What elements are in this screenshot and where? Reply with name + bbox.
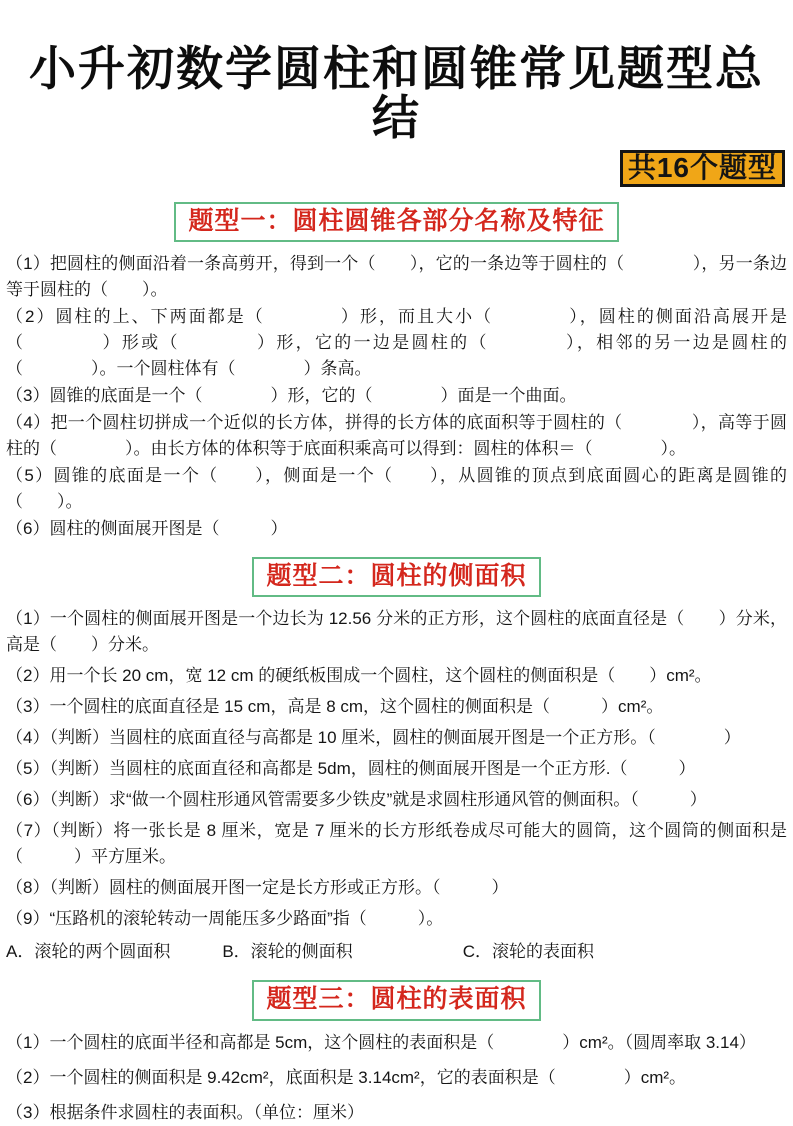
question: （3）根据条件求圆柱的表面积。（单位：厘米） [6, 1102, 364, 1122]
question: （3）圆锥的底面是一个（ ）形，它的（ ）面是一个曲面。 [6, 386, 577, 406]
question: （4）把一个圆柱切拼成一个近似的长方体，拼得的长方体的底面积等于圆柱的（ ），高等于圆柱的（ ）。由长方体的体积等于底面积乘高可以得到：圆柱的体积＝（ ）。 [6, 413, 787, 459]
question: （2）一个圆柱的侧面积是 9.42cm²，底面积是 3.14cm²，它的表面积是（ ）cm²。 [6, 1067, 687, 1087]
question-list [6, 251, 787, 542]
question: （2）圆柱的上、下两面都是（ ）形，而且大小（ ），圆柱的侧面沿高展开是（ ）形或（ ）形，它的一边是圆柱的（ ），相邻的另一边是圆柱的（ ）。一个圆柱体有（ ）条高。 [6, 307, 787, 379]
question: （1）把圆柱的侧面沿着一条高剪开，得到一个（ ），它的一条边等于圆柱的（ ），另一条边等于圆柱的（ ）。 [6, 254, 787, 300]
choice-option: B．滚轮的侧面积 [222, 942, 353, 962]
question: （8）（判断）圆柱的侧面展开图一定是长方形或正方形。（ ） [6, 878, 509, 898]
section-heading: 题型三：圆柱的表面积 [252, 980, 540, 1020]
question: （3）一个圆柱的底面直径是 15 cm，高是 8 cm，这个圆柱的侧面积是（ ）cm²。 [6, 697, 664, 717]
question: （1）一个圆柱的侧面展开图是一个边长为 12.56 分米的正方形，这个圆柱的底面直径是（ ）分米，高是（ ）分米。 [6, 609, 787, 655]
question-count-badge: 共16个题型 [620, 150, 785, 187]
section-heading-row [6, 202, 787, 242]
section-heading-row [6, 980, 787, 1020]
question: （7）（判断）将一张长是 8 厘米，宽是 7 厘米的长方形纸卷成尽可能大的圆筒，这个圆筒的侧面积是（ ）平方厘米。 [6, 821, 787, 867]
question: （6）圆柱的侧面展开图是（ ） [6, 519, 288, 539]
section [6, 980, 787, 1125]
section-heading: 题型二：圆柱的侧面积 [252, 557, 540, 597]
page-title: 小升初数学圆柱和圆锥常见题型总结 [29, 42, 764, 145]
choice-option: A．滚轮的两个圆面积 [6, 942, 171, 962]
badge-row [6, 150, 787, 187]
sections-container [6, 202, 787, 1126]
question: （6）（判断）求“做一个圆柱形通风管需要多少铁皮”就是求圆柱形通风管的侧面积。（ ） [6, 790, 707, 810]
section [6, 202, 787, 542]
section [6, 557, 787, 965]
choice-options-row [6, 939, 787, 965]
section-heading: 题型一：圆柱圆锥各部分名称及特征 [174, 202, 618, 242]
choice-option: C．滚轮的表面积 [462, 942, 594, 962]
question-list [6, 606, 787, 965]
question: （5）（判断）当圆柱的底面直径和高都是 5dm，圆柱的侧面展开图是一个正方形.（ ） [6, 759, 696, 779]
section-heading-row [6, 557, 787, 597]
question: （2）用一个长 20 cm，宽 12 cm 的硬纸板围成一个圆柱，这个圆柱的侧面积是（ ）cm²。 [6, 666, 712, 686]
question: （9）“压路机的滚轮转动一周能压多少路面”指（ ）。 [6, 909, 444, 929]
question: （5）圆锥的底面是一个（ ），侧面是一个（ ），从圆锥的顶点到底面圆心的距离是圆锥的（ ）。 [6, 466, 787, 512]
question-list [6, 1030, 787, 1126]
question: （4）（判断）当圆柱的底面直径与高都是 10 厘米，圆柱的侧面展开图是一个正方形。（ ） [6, 728, 741, 748]
question: （1）一个圆柱的底面半径和高都是 5cm，这个圆柱的表面积是（ ）cm²。（圆周率取 3.14） [6, 1032, 756, 1052]
